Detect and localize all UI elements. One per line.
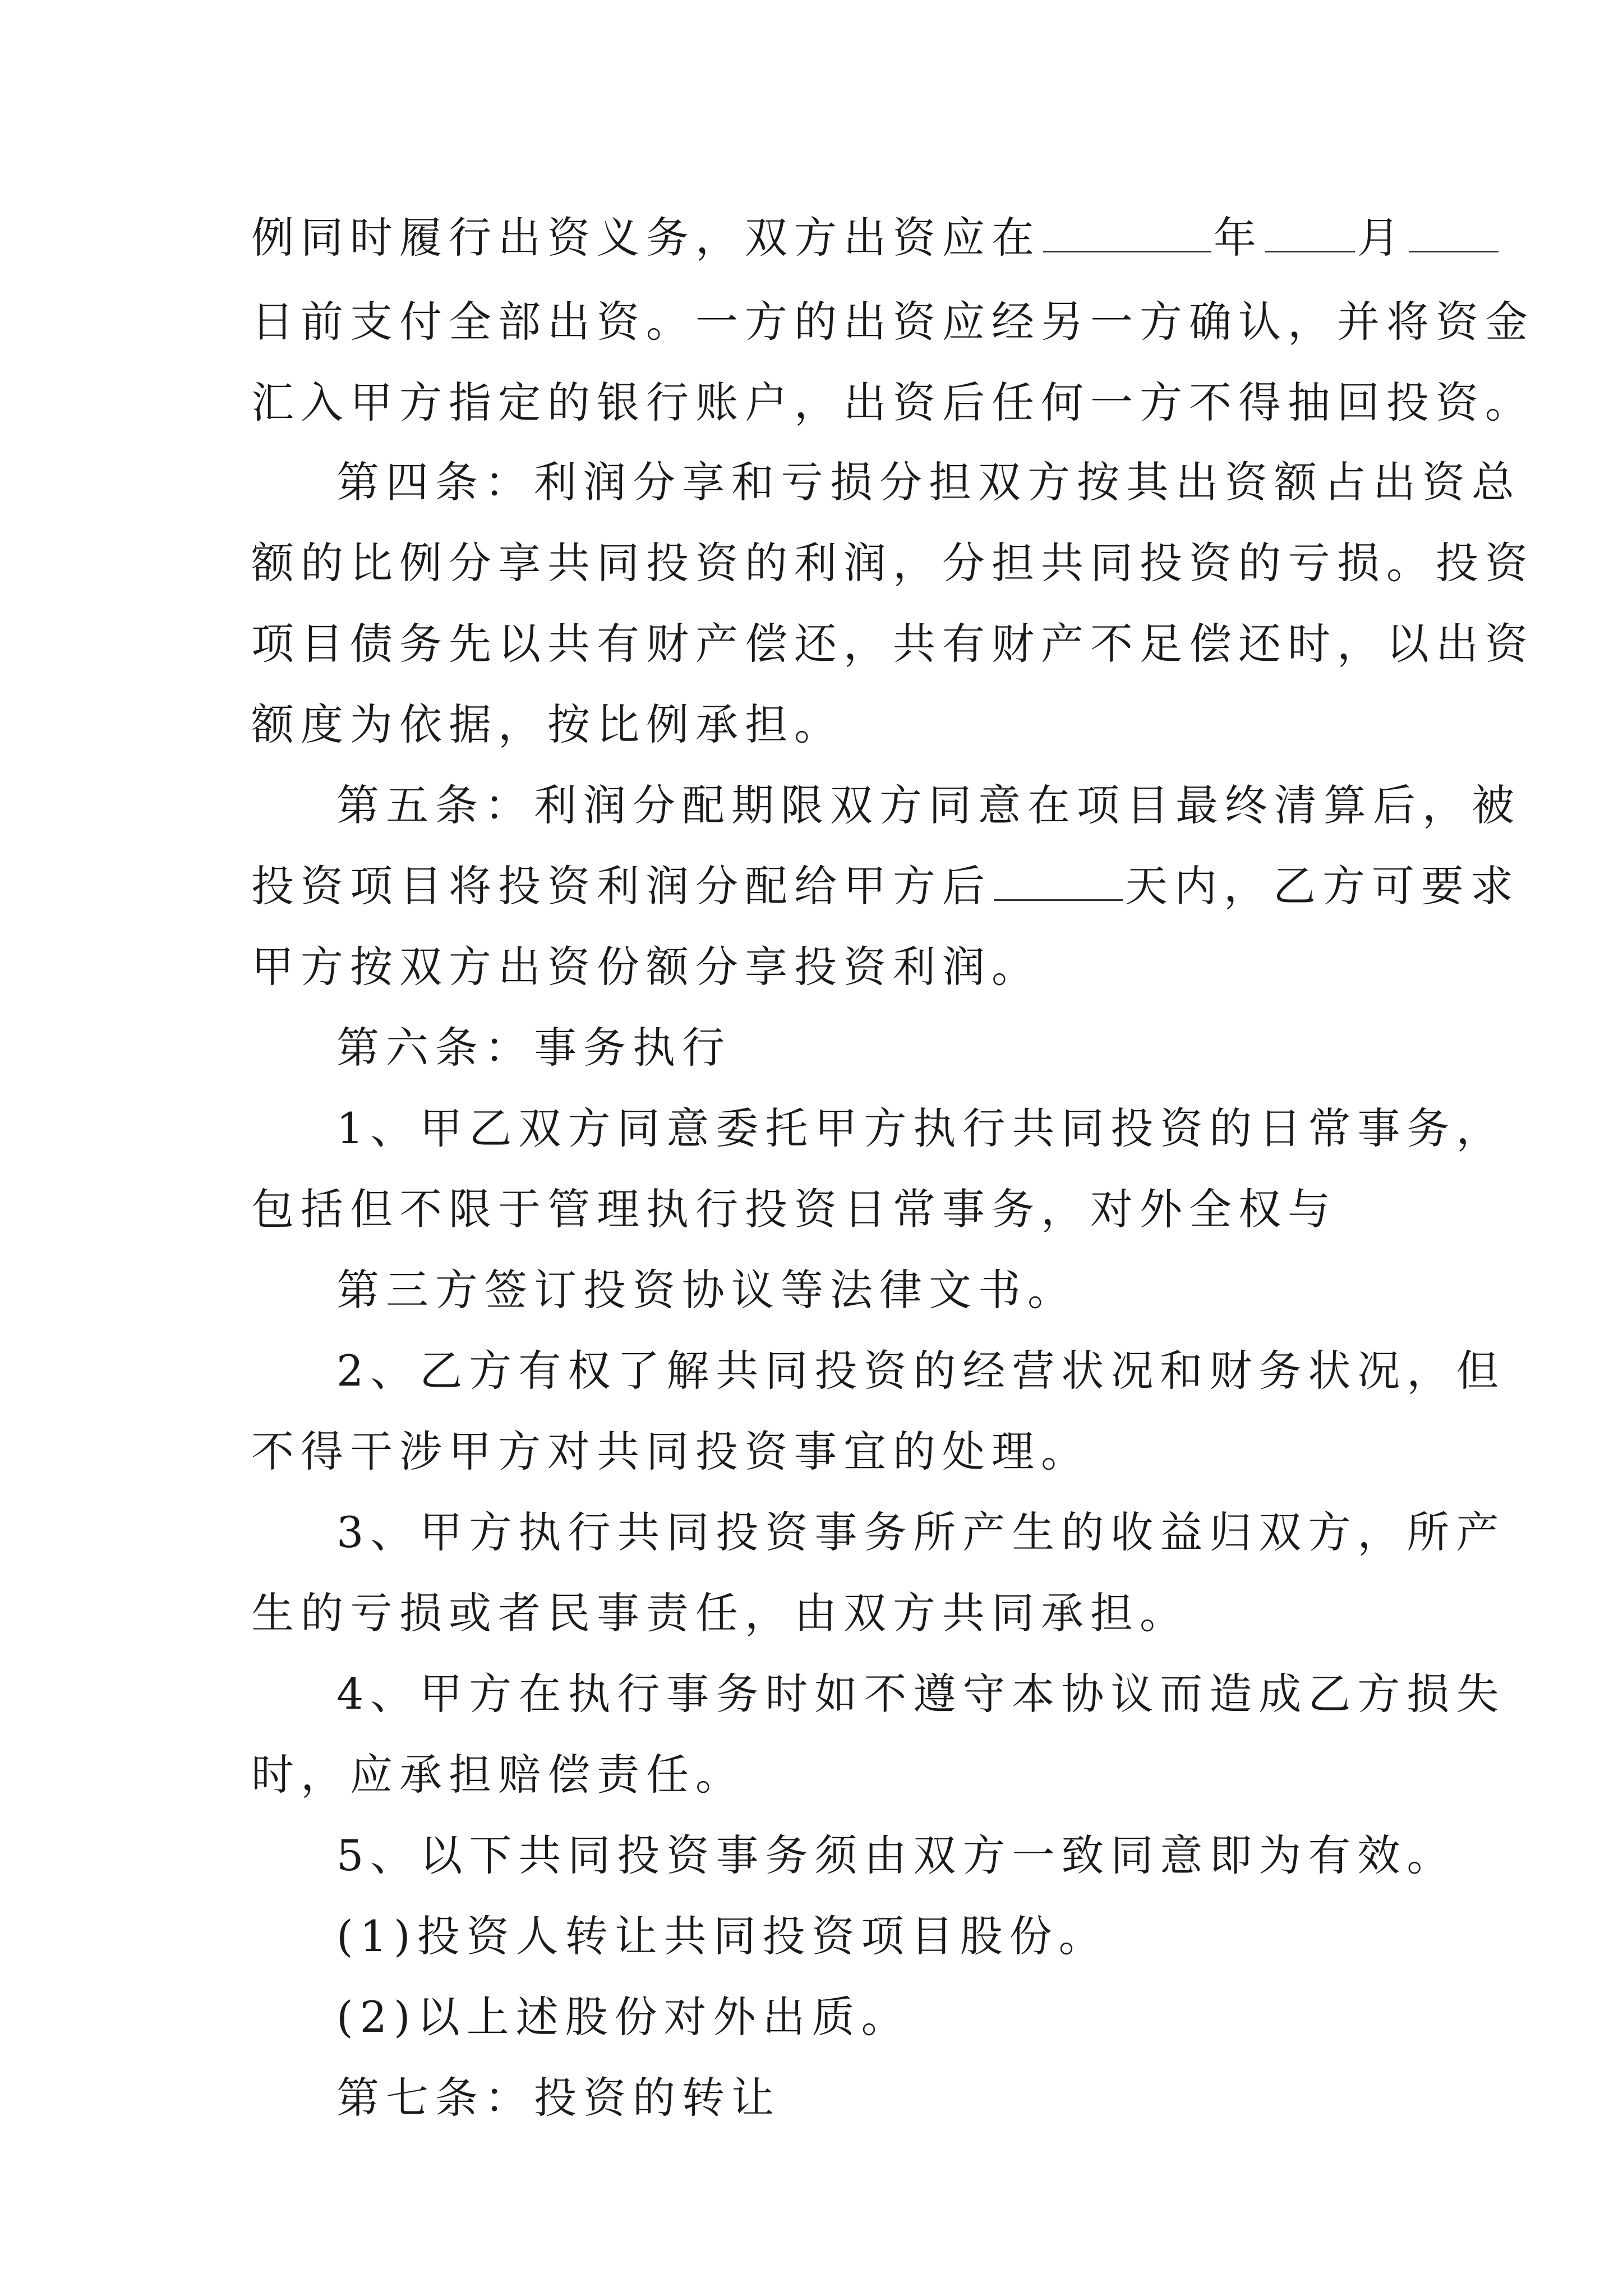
paragraph-line: 包括但不限于管理执行投资日常事务，对外全权与 bbox=[251, 1184, 1337, 1234]
clause-line: 3、甲方执行共同投资事务所产生的收益归双方，所产 bbox=[336, 1507, 1506, 1557]
day-blank bbox=[1409, 217, 1498, 252]
sub-clause-line: (1)投资人转让共同投资项目股份。 bbox=[336, 1911, 1108, 1961]
text-segment: 年 bbox=[1214, 213, 1263, 263]
article-6-heading: 第六条：事务执行 bbox=[336, 1023, 731, 1073]
paragraph-line bbox=[251, 861, 1520, 911]
paragraph-line: 日前支付全部出资。一方的出资应经另一方确认，并将资金 bbox=[251, 297, 1534, 347]
clause-line: 4、甲方在执行事务时如不遵守本协议而造成乙方损失 bbox=[336, 1669, 1506, 1719]
paragraph-line: 不得干涉甲方对共同投资事宜的处理。 bbox=[251, 1427, 1090, 1476]
text-segment: 天内，乙方可要求 bbox=[1125, 861, 1520, 911]
paragraph-line: 生的亏损或者民事责任，由双方共同承担。 bbox=[251, 1588, 1189, 1638]
clause-line: 2、乙方有权了解共同投资的经营状况和财务状况，但 bbox=[336, 1346, 1506, 1396]
paragraph-line: 第三方签订投资协议等法律文书。 bbox=[336, 1265, 1077, 1315]
sub-clause-line: (2)以上述股份对外出质。 bbox=[336, 1992, 911, 2042]
text-segment: 投资项目将投资利润分配给甲方后 bbox=[251, 861, 992, 911]
paragraph-line bbox=[251, 213, 1501, 263]
paragraph-line: 额的比例分享共同投资的利润，分担共同投资的亏损。投资 bbox=[251, 538, 1534, 588]
month-blank bbox=[1265, 217, 1355, 252]
text-segment: 例同时履行出资义务，双方出资应在 bbox=[251, 213, 1041, 263]
clause-line: 1、甲乙双方同意委托甲方执行共同投资的日常事务， bbox=[336, 1103, 1506, 1153]
paragraph-line: 额度为依据，按比例承担。 bbox=[251, 700, 843, 749]
article-5-heading-line: 第五条：利润分配期限双方同意在项目最终清算后，被 bbox=[336, 780, 1521, 830]
paragraph-line: 时，应承担赔偿责任。 bbox=[251, 1750, 745, 1800]
days-blank bbox=[994, 866, 1123, 901]
text-segment: 月 bbox=[1357, 213, 1407, 263]
paragraph-line: 甲方按双方出资份额分享投资利润。 bbox=[251, 942, 1041, 992]
year-blank bbox=[1043, 217, 1211, 252]
paragraph-line: 汇入甲方指定的银行账户，出资后任何一方不得抽回投资。 bbox=[251, 378, 1534, 427]
paragraph-line: 项目债务先以共有财产偿还，共有财产不足偿还时，以出资 bbox=[251, 619, 1534, 669]
article-7-heading: 第七条：投资的转让 bbox=[336, 2073, 781, 2123]
article-4-heading-line: 第四条：利润分享和亏损分担双方按其出资额占出资总 bbox=[336, 457, 1521, 507]
clause-line: 5、以下共同投资事务须由双方一致同意即为有效。 bbox=[336, 1830, 1456, 1880]
